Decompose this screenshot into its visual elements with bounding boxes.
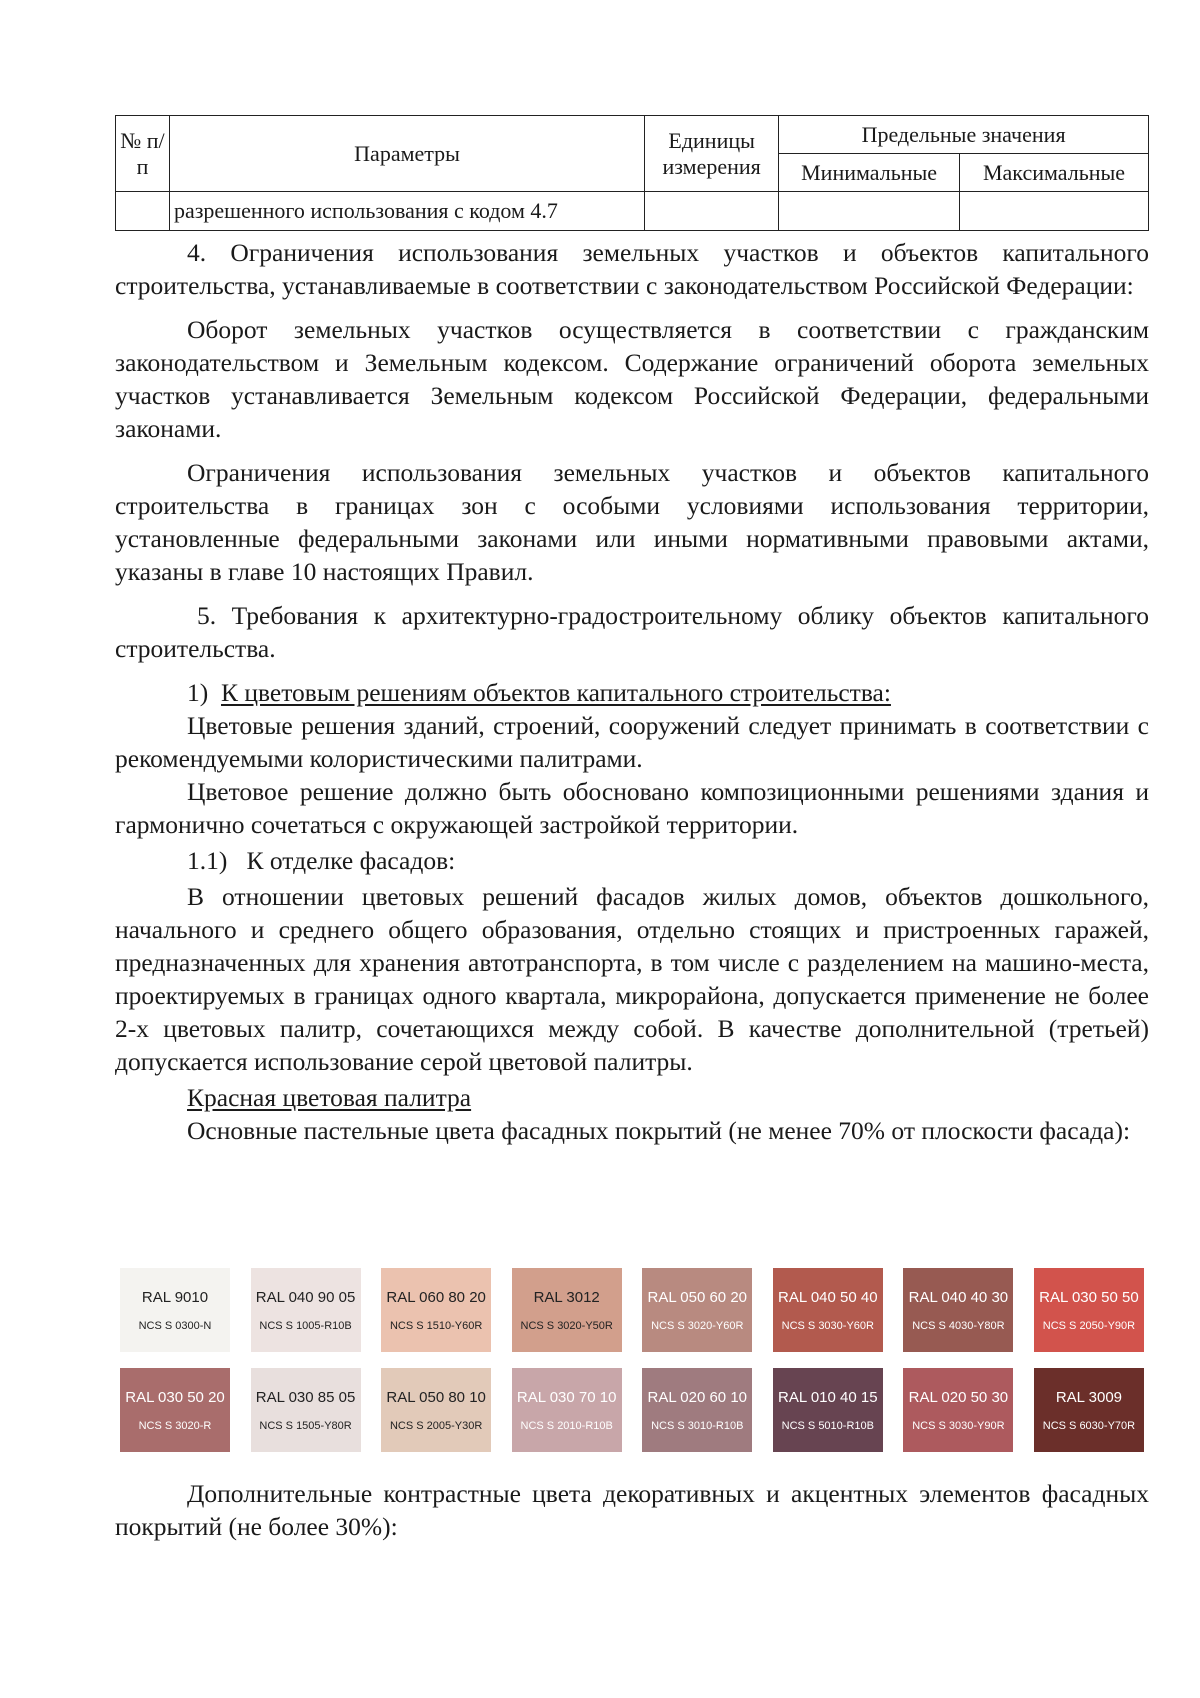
swatch-ral-code: RAL 030 85 05: [255, 1388, 356, 1406]
swatch-ral-code: RAL 010 40 15: [778, 1388, 878, 1406]
col-min-header: Минимальные: [779, 154, 960, 192]
swatch-ncs-code: NCS S 2005-Y30R: [389, 1419, 483, 1432]
paragraph-main-colors: Основные пастельные цвета фасадных покрытий (не менее 70% от плоскости фасада):: [187, 1116, 1131, 1145]
swatch-ral-code: RAL 040 90 05: [255, 1288, 356, 1306]
color-swatch: [512, 1368, 622, 1452]
list-number: 1.1): [187, 846, 228, 875]
color-swatch: [642, 1368, 752, 1452]
color-swatch: [642, 1268, 752, 1352]
body-text-after: [115, 1477, 1149, 1543]
table-cell-max: [960, 192, 1149, 231]
color-swatch: [120, 1368, 230, 1452]
swatch-ral-code: RAL 040 50 40: [778, 1288, 878, 1306]
swatch-ral-code: RAL 020 60 10: [647, 1388, 748, 1406]
color-swatch: [1034, 1368, 1144, 1452]
col-number-header: № п/п: [116, 116, 170, 192]
color-swatch: [381, 1268, 491, 1352]
table-row: [116, 192, 1149, 231]
color-swatch: [903, 1368, 1013, 1452]
paragraph-color-justified: Цветовое решение должно быть обосновано композиционными решениями здания и гармонично сочетаться с окружающей застройкой территории.: [115, 777, 1149, 839]
swatch-ncs-code: NCS S 3030-Y90R: [912, 1419, 1005, 1432]
color-swatch: [251, 1368, 361, 1452]
paragraph-facades-heading: [115, 844, 1149, 877]
swatch-ncs-code: NCS S 3020-Y50R: [520, 1319, 613, 1332]
table-cell-params: разрешенного использования с кодом 4.7: [169, 192, 644, 231]
swatch-ral-code: RAL 020 50 30: [908, 1388, 1009, 1406]
paragraph-facades: В отношении цветовых решений фасадов жилых домов, объектов дошкольного, начального и среднего общего образования, отдельно стоящих и пристроенных гаражей, предназначенных для хранения автотранспорта, в том числе с разделением на машино-места, проектируемых в границах одного квартала, микрорайона, допускается применение не более 2-х цветовых палитр, сочетающихся между собой. В качестве дополнительной (третьей) допускается использование серой цветовой палитры.: [115, 882, 1149, 1076]
swatch-ral-code: RAL 3009: [1055, 1388, 1123, 1406]
swatch-ral-code: RAL 3012: [533, 1288, 600, 1306]
swatch-ral-code: RAL 030 70 10: [516, 1388, 617, 1406]
swatch-ncs-code: NCS S 3010-R10B: [651, 1419, 744, 1432]
swatch-ral-code: RAL 050 60 20: [647, 1288, 748, 1306]
paragraph-turnover: Оборот земельных участков осуществляется в соответствии с гражданским законодательством и Земельным кодексом. Содержание ограничений оборота земельных участков устанавливается Земельным кодексом Российской Федерации, федеральными законами.: [115, 315, 1149, 443]
swatch-ncs-code: NCS S 0300-N: [138, 1319, 212, 1332]
swatch-ral-code: RAL 030 50 50: [1039, 1288, 1139, 1306]
table-cell-units: [645, 192, 779, 231]
color-swatch: [773, 1268, 883, 1352]
swatch-ncs-code: NCS S 5010-R10B: [781, 1419, 874, 1432]
col-units-header: Единицы измерения: [645, 116, 779, 192]
col-limits-header: Предельные значения: [779, 116, 1149, 154]
color-swatch: [1034, 1268, 1144, 1352]
table-cell-min: [779, 192, 960, 231]
swatch-ral-code: RAL 040 40 30: [908, 1288, 1009, 1306]
swatch-ral-code: RAL 9010: [141, 1288, 209, 1306]
swatch-ncs-code: NCS S 2050-Y90R: [1042, 1319, 1136, 1332]
palette-row-1: [120, 1268, 1144, 1352]
color-swatch: [512, 1268, 622, 1352]
paragraph-color-palettes: Цветовые решения зданий, строений, сооружений следует принимать в соответствии с рекомендуемыми колористическими палитрами.: [115, 711, 1149, 773]
color-swatch: [251, 1268, 361, 1352]
table-cell-num: [116, 192, 170, 231]
palette-title: Красная цветовая палитра: [187, 1083, 472, 1112]
swatch-ncs-code: NCS S 6030-Y70R: [1042, 1419, 1136, 1432]
swatch-ncs-code: NCS S 4030-Y80R: [912, 1319, 1005, 1332]
col-params-header: Параметры: [169, 116, 644, 192]
swatch-ral-code: RAL 060 80 20: [386, 1288, 486, 1306]
parameters-table: [115, 115, 1149, 231]
col-max-header: Максимальные: [960, 154, 1149, 192]
color-solutions-heading: К цветовым решениям объектов капитального строительства:: [221, 678, 891, 707]
body-text: [115, 236, 1149, 1147]
paragraph-restrictions: Ограничения использования земельных участков и объектов капитального строительства в границах зон с особыми условиями использования территории, установленные федеральными законами или иными нормативными правовыми актами, указаны в главе 10 настоящих Правил.: [115, 458, 1149, 586]
swatch-ral-code: RAL 030 50 20: [125, 1388, 225, 1406]
color-swatch: [903, 1268, 1013, 1352]
paragraph-color-heading: [115, 676, 1149, 709]
swatch-ncs-code: NCS S 1510-Y60R: [389, 1319, 483, 1332]
color-swatch: [120, 1268, 230, 1352]
swatch-ncs-code: NCS S 1005-R10B: [259, 1319, 352, 1332]
swatch-ncs-code: NCS S 3020-R: [138, 1419, 212, 1432]
paragraph-4: 4. Ограничения использования земельных участков и объектов капитального строительства, устанавливаемые в соответствии с законодательством Российской Федерации:: [115, 238, 1149, 300]
swatch-ncs-code: NCS S 2010-R10B: [520, 1419, 613, 1432]
swatch-ncs-code: NCS S 3020-Y60R: [651, 1319, 744, 1332]
paragraph-accent-colors: Дополнительные контрастные цвета декоративных и акцентных элементов фасадных покрытий (не более 30%):: [115, 1479, 1149, 1541]
table-header-row: [116, 116, 1149, 154]
swatch-ral-code: RAL 050 80 10: [386, 1388, 486, 1406]
list-number: 1): [187, 678, 209, 707]
facades-heading: К отделке фасадов:: [246, 846, 456, 875]
red-palette: [120, 1268, 1144, 1468]
swatch-ncs-code: NCS S 1505-Y80R: [259, 1419, 352, 1432]
palette-row-2: [120, 1368, 1144, 1452]
color-swatch: [773, 1368, 883, 1452]
color-swatch: [381, 1368, 491, 1452]
swatch-ncs-code: NCS S 3030-Y60R: [781, 1319, 874, 1332]
paragraph-5: 5. Требования к архитектурно-градостроительному облику объектов капитального строительства.: [115, 601, 1149, 663]
